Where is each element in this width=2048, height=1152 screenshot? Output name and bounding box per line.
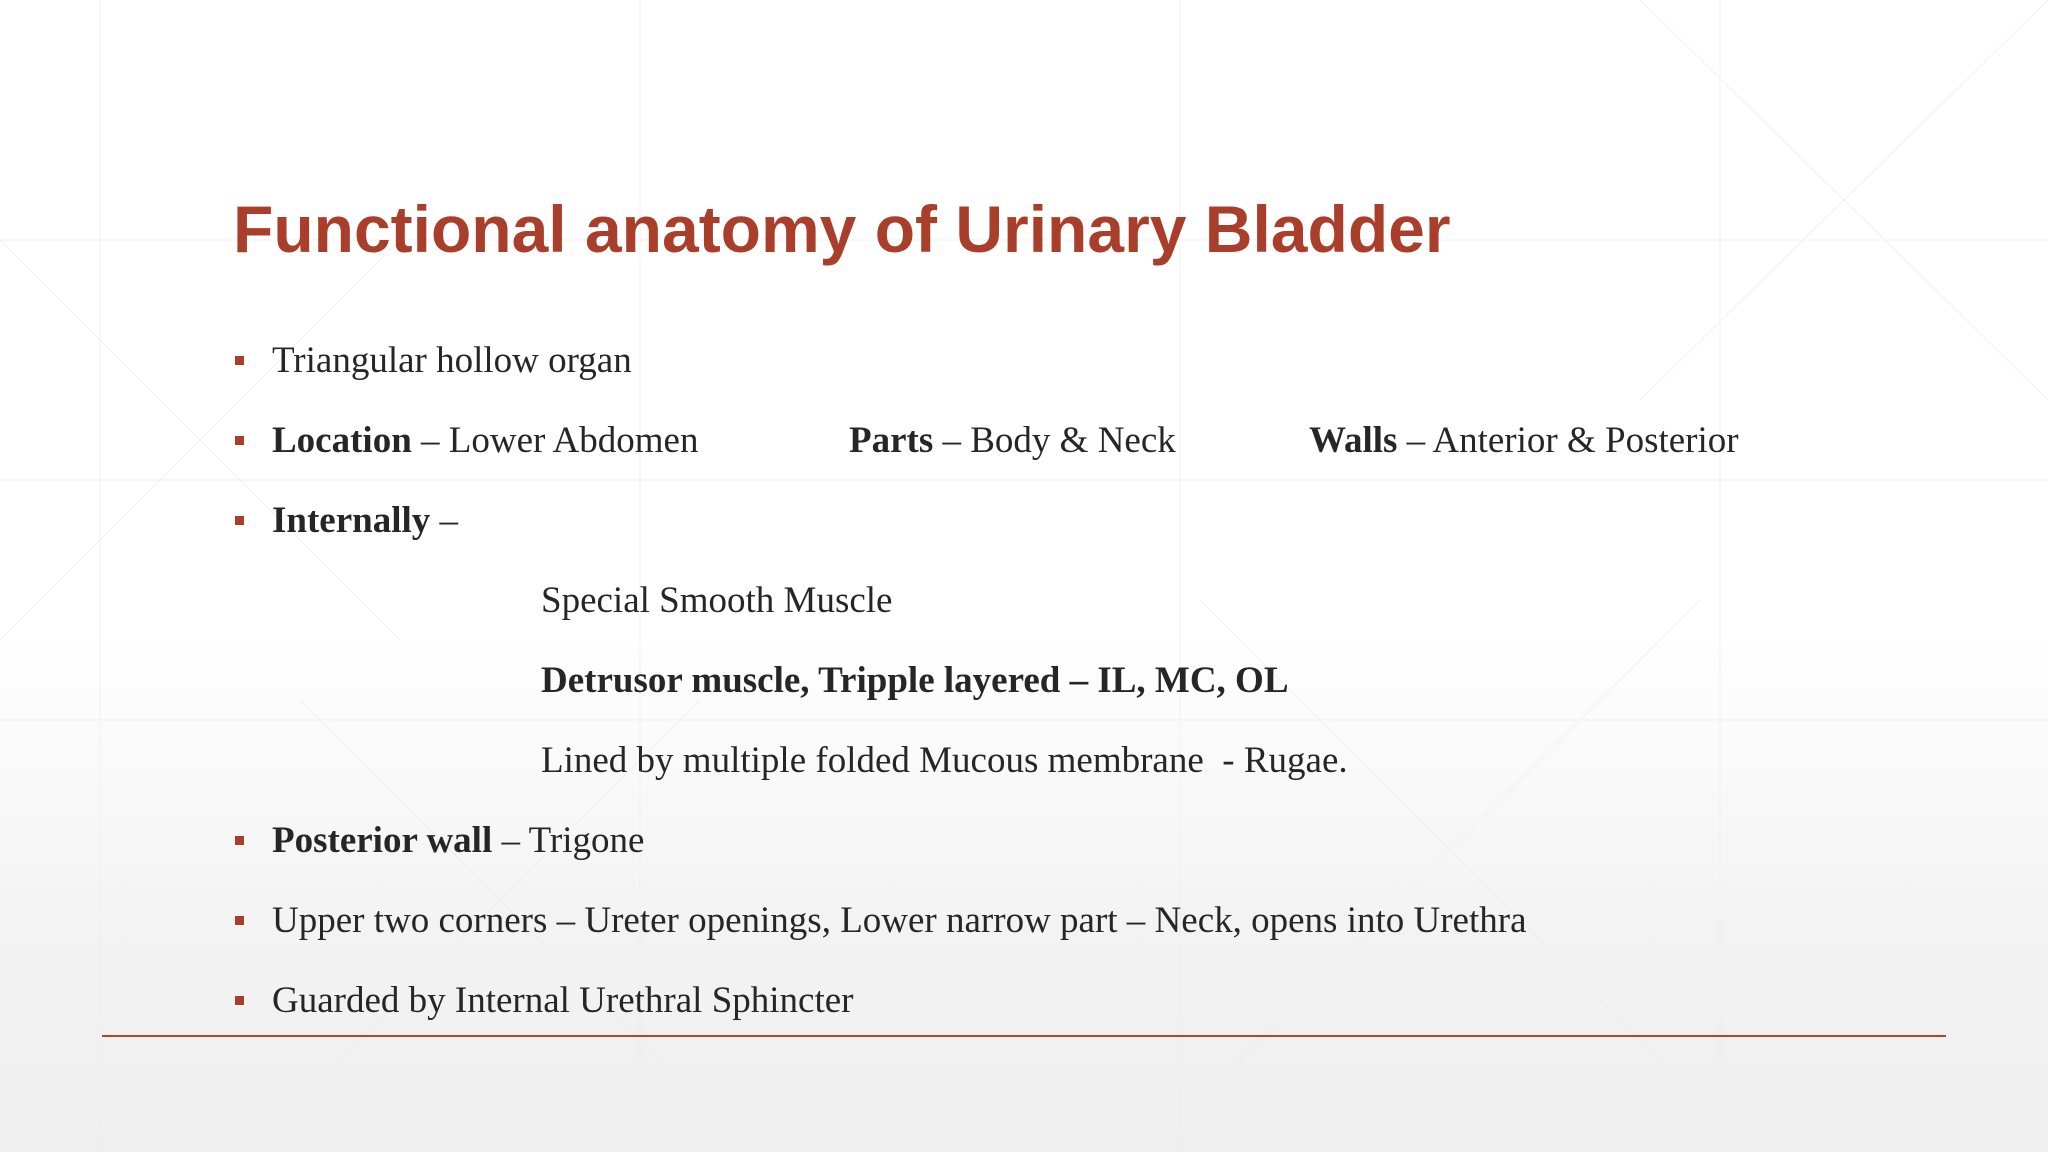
sub-item-detrusor-muscle: Detrusor muscle, Tripple layered – IL, MC, OL xyxy=(541,660,1289,701)
bullet-triangular-hollow-organ: Triangular hollow organ xyxy=(272,340,632,381)
bullet-marker xyxy=(235,516,244,525)
sub-item-special-smooth-muscle: Special Smooth Muscle xyxy=(541,580,893,621)
parts-label: Parts xyxy=(849,420,934,461)
bullet-marker xyxy=(235,916,244,925)
bullet-internally xyxy=(272,498,458,544)
footer-divider-line xyxy=(102,1035,1946,1037)
bullet-posterior-wall xyxy=(272,818,644,864)
slide-title: Functional anatomy of Urinary Bladder xyxy=(233,192,1451,266)
bullet-location-parts-walls xyxy=(272,418,1912,464)
posterior-wall-value: – Trigone xyxy=(492,820,645,861)
parts-group xyxy=(849,418,1176,464)
sub-item-mucous-membrane: Lined by multiple folded Mucous membrane - Rugae. xyxy=(541,740,1348,781)
bullet-upper-corners: Upper two corners – Ureter openings, Lower narrow part – Neck, opens into Urethra xyxy=(272,900,1527,941)
posterior-wall-label: Posterior wall xyxy=(272,820,493,861)
bullet-marker xyxy=(235,996,244,1005)
parts-value: – Body & Neck xyxy=(933,420,1176,461)
location-label: Location xyxy=(272,420,412,461)
bullet-marker xyxy=(235,436,244,445)
bullet-marker xyxy=(235,356,244,365)
walls-label: Walls xyxy=(1309,420,1398,461)
walls-group xyxy=(1309,418,1739,464)
bullet-internal-urethral-sphincter: Guarded by Internal Urethral Sphincter xyxy=(272,980,854,1021)
internally-label: Internally xyxy=(272,500,431,541)
internally-suffix: – xyxy=(430,500,459,541)
walls-value: – Anterior & Posterior xyxy=(1397,420,1739,461)
bullet-marker xyxy=(235,836,244,845)
location-value: – Lower Abdomen xyxy=(411,420,699,461)
